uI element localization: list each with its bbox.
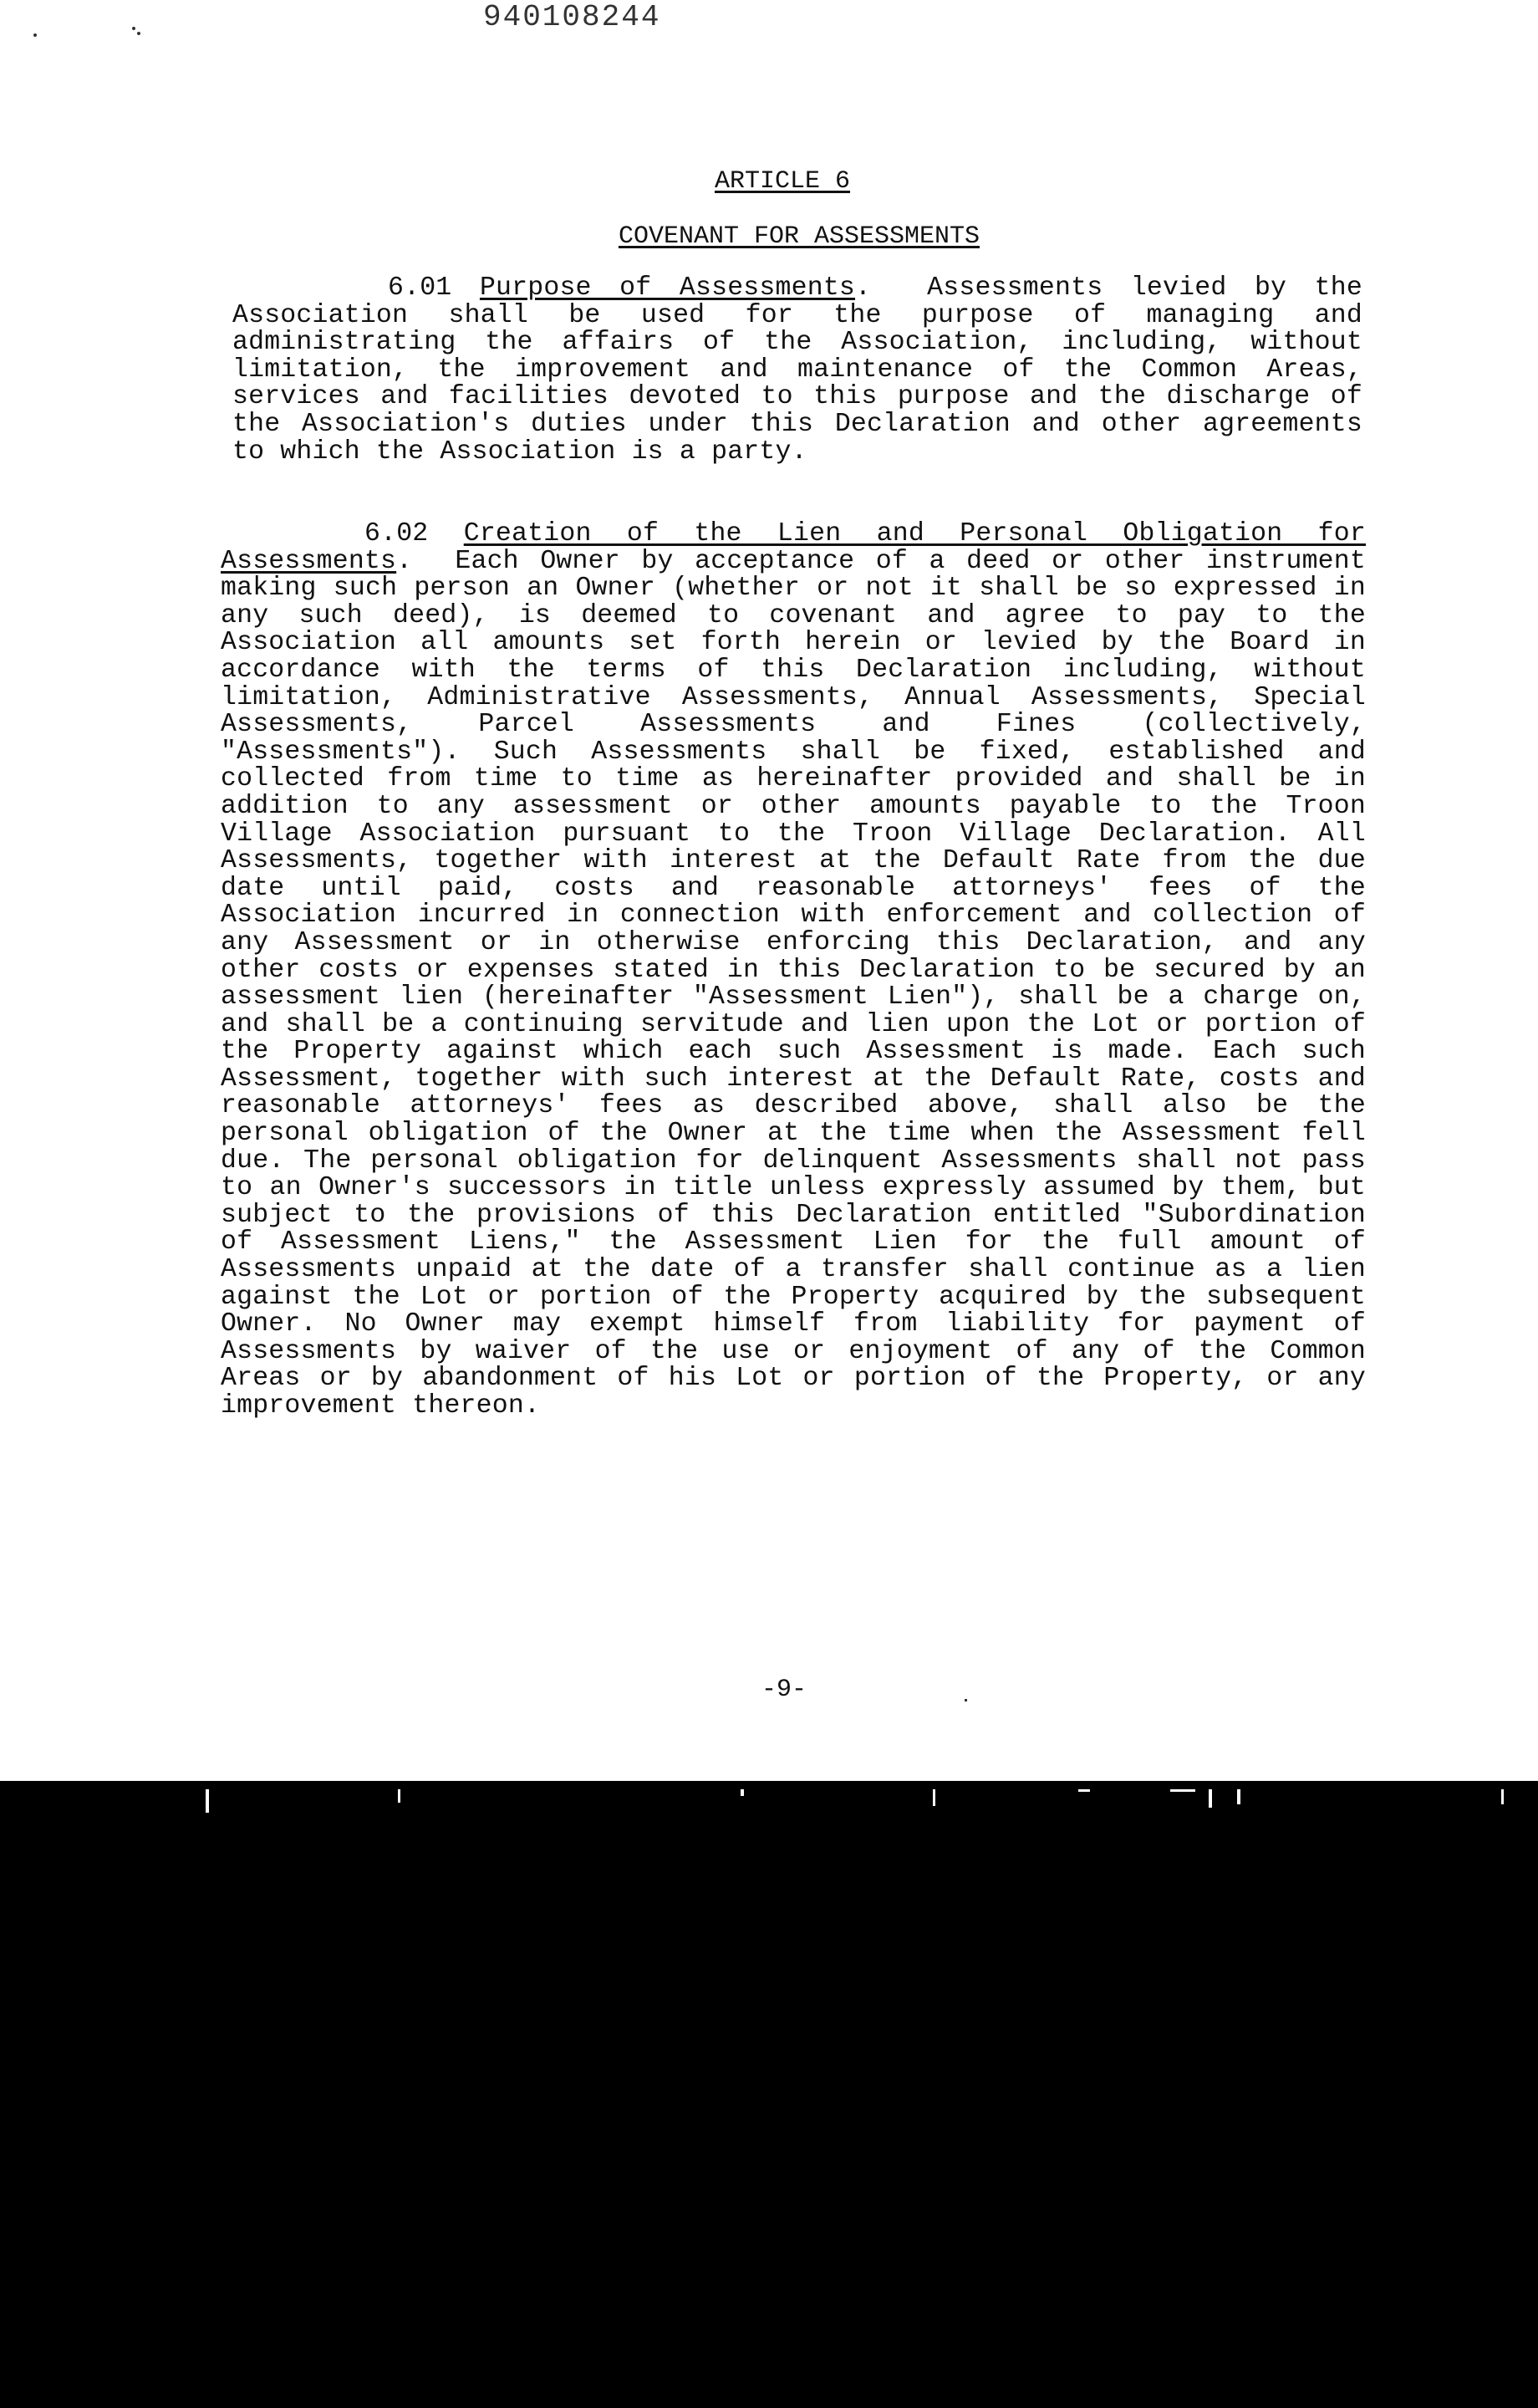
section-body: Assessments levied by the Association shall be used for the purpose of managing and administrating the affairs of the Association, including, without limitation, the improvement and maintenance of the Common Areas, services and facilities devoted to this purpose and the discharge of the Association's duties under this Declaration and other agreements to which the Association is a party.	[232, 273, 1362, 467]
section-body: Each Owner by acceptance of a deed or other instrument making such person an Owner (whether or not it shall be so expressed in any such deed), is deemed to covenant and agree to pay to the Association all amounts set forth herein or levied by the Board in accordance with the terms of this Declaration including, without limitation, Administrative Assessments, Annual Assessments, Special Assessments, Parcel Assessments and Fines (collectively, "Assessments"). Such Assessments shall be fixed, established and collected from time to time as hereinafter provided and shall be in addition to any assessment or other amounts payable to the Troon Village Association pursuant to the Troon Village Declaration. All Assessments, together with interest at the Default Rate from the due date until paid, costs and reasonable attorneys' fees of the Association incurred in connection with enforcement and collection of any Assessment or in otherwise enforcing this Declaration, and any other costs or expenses stated in this Declaration to be secured by an assessment lien (hereinafter "Assessment Lien"), shall be a charge on, and shall be a continuing servitude and lien upon the Lot or portion of the Property against which each such Assessment is made. Each such Assessment, together with such interest at the Default Rate, costs and reasonable attorneys' fees as described above, shall also be the personal obligation of the Owner at the time when the Assessment fell due. The personal obligation for delinquent Assessments shall not pass to an Owner's successors in title unless expressly assumed by them, but subject to the provisions of this Declaration entitled "Subordination of Assessment Liens," the Assessment Lien for the full amount of Assessments unpaid at the date of a transfer shall continue as a lien against the Lot or portion of the Property acquired by the subsequent Owner. No Owner may exempt himself from liability for payment of Assessments by waiver of the use or enjoyment of any of the Common Areas or by abandonment of his Lot or portion of the Property, or any improvement thereon.	[221, 546, 1366, 1421]
scan-noise	[1170, 1789, 1195, 1792]
scan-noise	[206, 1789, 209, 1813]
section-paragraph-6-02: 6.02 Creation of the Lien and Personal Obligation for Assessments. Each Owner by acceptance of a deed or other instrument making such person an Owner (whether or not it shall be so expressed in any such deed), is deemed to covenant and agree to pay to the Association all amounts set forth herein or levied by the Board in accordance with the terms of this Declaration including, without limitation, Administrative Assessments, Annual Assessments, Special Assessments, Parcel Assessments and Fines (collectively, "Assessments"). Such Assessments shall be fixed, established and collected from time to time as hereinafter provided and shall be in addition to any assessment or other amounts payable to the Troon Village Association pursuant to the Troon Village Declaration. All Assessments, together with interest at the Default Rate from the due date until paid, costs and reasonable attorneys' fees of the Association incurred in connection with enforcement and collection of any Assessment or in otherwise enforcing this Declaration, and any other costs or expenses stated in this Declaration to be secured by an assessment lien (hereinafter "Assessment Lien"), shall be a charge on, and shall be a continuing servitude and lien upon the Lot or portion of the Property against which each such Assessment is made. Each such Assessment, together with such interest at the Default Rate, costs and reasonable attorneys' fees as described above, shall also be the personal obligation of the Owner at the time when the Assessment fell due. The personal obligation for delinquent Assessments shall not pass to an Owner's successors in title unless expressly assumed by them, but subject to the provisions of this Declaration entitled "Subordination of Assessment Liens," the Assessment Lien for the full amount of Assessments unpaid at the date of a transfer shall continue as a lien against the Lot or portion of the Property acquired by the subsequent Owner. No Owner may exempt himself from liability for payment of Assessments by waiver of the use or enjoyment of any of the Common Areas or by abandonment of his Lot or portion of the Property, or any improvement thereon.	[221, 519, 1366, 1421]
scan-noise	[1501, 1789, 1504, 1804]
page-number: -9-	[761, 1676, 807, 1704]
scan-speck	[132, 27, 135, 30]
article-subtitle: COVENANT FOR ASSESSMENTS	[618, 222, 980, 251]
scan-noise	[398, 1789, 400, 1803]
scan-noise	[1237, 1789, 1240, 1804]
section-number: 6.02	[364, 519, 429, 548]
section-paragraph-6-01: 6.01 Purpose of Assessments. Assessments levied by the Association shall be used for the purpose of managing and administrating the affairs of the Association, including, without limitation, the improvement and maintenance of the Common Areas, services and facilities devoted to this purpose and the discharge of the Association's duties under this Declaration and other agreements to which the Association is a party.	[232, 273, 1362, 467]
section-heading: Purpose of Assessments	[479, 273, 856, 303]
scan-speck	[33, 33, 37, 37]
scan-speck	[137, 32, 140, 35]
scan-noise	[741, 1789, 744, 1796]
scan-noise	[1209, 1789, 1212, 1808]
scan-noise	[1078, 1789, 1090, 1792]
scan-noise	[933, 1789, 935, 1806]
section-heading: Creation of the Lien and Personal Obligation for Assessments	[221, 519, 1366, 576]
scan-black-margin	[0, 1781, 1538, 2408]
section-number: 6.01	[388, 273, 452, 303]
document-id: 940108244	[483, 0, 661, 34]
article-title: ARTICLE 6	[714, 167, 851, 196]
scan-speck	[965, 1699, 967, 1701]
